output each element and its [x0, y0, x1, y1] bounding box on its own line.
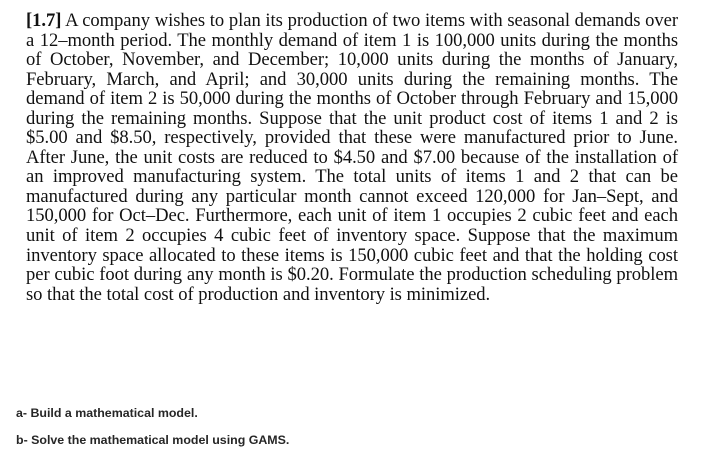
- task-item: a- Build a mathematical model.: [16, 406, 198, 420]
- problem-text: A company wishes to plan its production of two items with seasonal demands over a 12–month period. The monthly demand of item 1 is 100,000 units during the months of October, November, and December; 10,000 units during the months of January, February, March, and April; and 30,000 units during the remaining months. The demand of item 2 is 50,000 during the months of October through February and 15,000 during the remaining months. Suppose that the unit product cost of items 1 and 2 is $5.00 and $8.50, respectively, provided that these were manufactured prior to June. After June, the unit costs are reduced to $4.50 and $7.00 because of the installation of an improved manufacturing system. The total units of items 1 and 2 that can be manufactured during any particular month cannot exceed 120,000 for Jan–Sept, and 150,000 for Oct–Dec. Furthermore, each unit of item 1 occupies 2 cubic feet and each unit of item 2 occupies 4 cubic feet of inventory space. Suppose that the maximum inventory space allocated to these items is 150,000 cubic feet and that the holding cost per cubic foot during any month is $0.20. Formulate the production scheduling problem so that the total cost of production and inventory is minimized.: [26, 10, 678, 305]
- problem-statement: [26, 11, 678, 304]
- problem-number: [1.7]: [26, 10, 62, 31]
- task-item: b- Solve the mathematical model using GAMS.: [16, 433, 290, 447]
